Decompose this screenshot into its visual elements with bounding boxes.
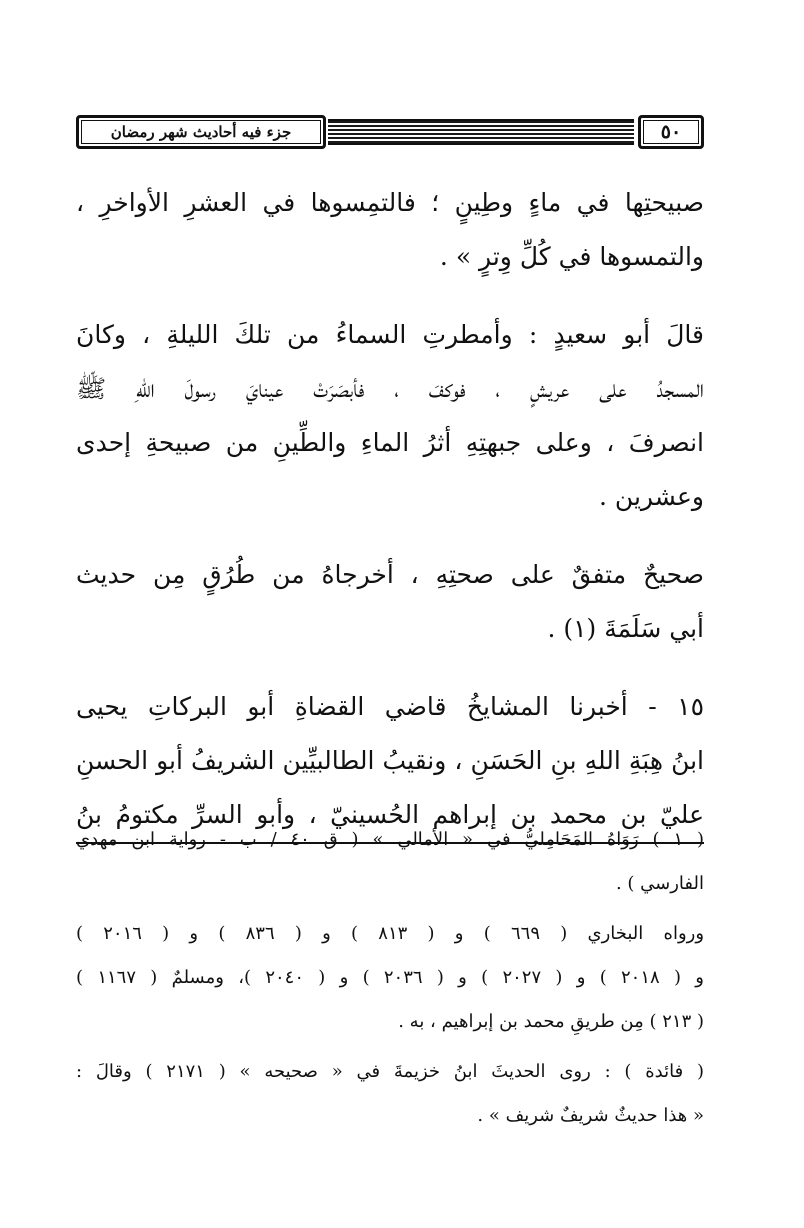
footnote-line: ( ١ ) رَوَاهُ المَحَامِليُّ في « الأمالي » ( ق ٤٠ / ب - رواية ابن مهدي [76, 829, 704, 850]
text-line: صحيحٌ متفقٌ على صحتِهِ ، أخرجاهُ من طُرُقٍ مِن حديث [76, 560, 704, 589]
footnotes [76, 818, 704, 1138]
footnote-line: « هذا حديثٌ شريفٌ شريف » . [477, 1105, 704, 1126]
text-line: قالَ أبو سعيدٍ : وأمطرتِ السماءُ من تلكَ الليلةِ ، وكانَ [76, 320, 704, 349]
text-line: عليّ بن محمد بن إبراهم الحُسينيّ ، وأبو السرِّ مكتومُ بنُ [76, 788, 704, 844]
text-line: ابنُ هِبَةِ اللهِ بنِ الحَسَنِ ، ونقيبُ الطالبيِّين الشريفُ أبو الحسنِ [76, 746, 704, 775]
running-header [76, 112, 704, 150]
text-line: المسجدُ على عريشٍ ، فوكفَ ، فأبصَرَتْ عينايَ رسولَ اللهِ ﷺ [76, 374, 704, 403]
footnote-line: و ( ٢٠١٨ ) و ( ٢٠٢٧ ) و ( ٢٠٣٦ ) و ( ٢٠٤٠ )، ومسلمٌ ( ١١٦٧ ) [76, 967, 704, 988]
header-ornament-band [328, 119, 634, 145]
page-number: ٥٠ [638, 115, 704, 149]
text-line: أبي سَلَمَةَ (١) . [547, 614, 704, 643]
text-line: صبيحتِها في ماءٍ وطِينٍ ؛ فالتمِسوها في العشرِ الأواخرِ ، [76, 188, 704, 217]
footnote-line: الفارسي ) . [615, 873, 704, 894]
main-text [76, 176, 704, 844]
text-line: والتمسوها في كُلِّ وِترٍ » . [439, 242, 704, 271]
footnote-line: ( فائدة ) : روى الحديثَ ابنُ خزيمةَ في « صحيحه » ( ٢١٧١ ) وقالَ : [76, 1061, 704, 1082]
footnote-line: ورواه البخاري ( ٦٦٩ ) و ( ٨١٣ ) و ( ٨٣٦ ) و ( ٢٠١٦ ) [76, 923, 704, 944]
text-line: وعشرين . [599, 482, 704, 511]
footnote-line: ( ٢١٣ ) مِن طريقِ محمد بن إبراهيم ، به . [398, 1011, 704, 1032]
hadith-number-line: ١٥ - أخبرنا المشايخُ قاضي القضاةِ أبو البركاتِ يحيى [76, 692, 704, 721]
text-line: انصرفَ ، وعلى جبهتِهِ أثرُ الماءِ والطِّينِ من صبيحةِ إحدى [76, 428, 704, 457]
header-title: جزء فيه أحاديث شهر رمضان [76, 115, 326, 149]
